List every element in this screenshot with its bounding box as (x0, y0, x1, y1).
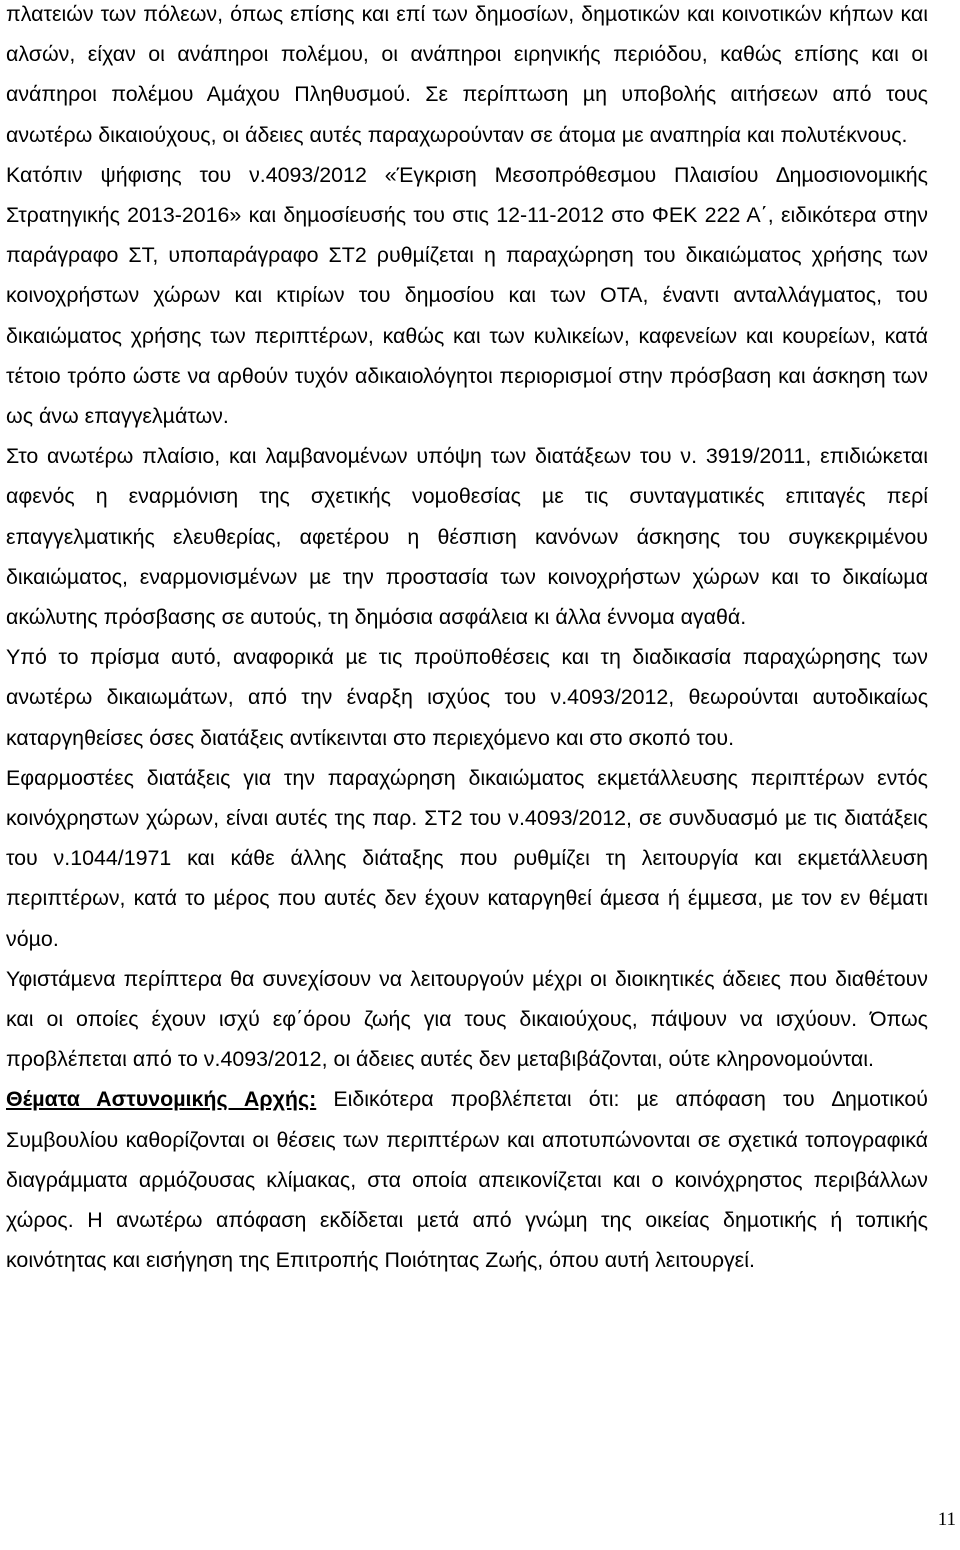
paragraph-police-authority (6, 1079, 928, 1280)
paragraph-repealed-provisions: Υπό το πρίσµα αυτό, αναφορικά µε τις προϋποθέσεις και τη διαδικασία παραχώρησης των ανωτέρω δικαιωµάτων, από την έναρξη ισχύος του ν.4093/2012, θεωρούνται αυτοδικαίως καταργηθείσες όσες διατάξεις αντίκεινται στο περιεχόµενο και στο σκοπό του. (6, 645, 928, 750)
document-page (6, 0, 928, 1281)
paragraph-accessibility-rights: πλατειών των πόλεων, όπως επίσης και επί των δηµοσίων, δηµοτικών και κοινοτικών κήπων και αλσών, είχαν οι ανάπηροι πολέµου, οι ανάπηροι ειρηνικής περιόδου, καθώς επίσης και οι ανάπηροι πολέµου Αµάχου Πληθυσµού. Σε περίπτωση µη υποβολής αιτήσεων από τους ανωτέρω δικαιούχους, οι άδειες αυτές παραχωρούνταν σε άτοµα µε αναπηρία και πολυτέκνους. (6, 2, 928, 147)
paragraph-existing-kiosks: Υφιστάµενα περίπτερα θα συνεχίσουν να λειτουργούν µέχρι οι διοικητικές άδειες που διαθέτουν και οι οποίες έχουν ισχύ εφ΄όρου ζωής για τους δικαιούχους, πάψουν να ισχύουν. Όπως προβλέπεται από το ν.4093/2012, οι άδειες αυτές δεν µεταβιβάζονται, ούτε κληρονοµούνται. (6, 966, 928, 1072)
paragraph-applicable-provisions: Εφαρµοστέες διατάξεις για την παραχώρηση δικαιώµατος εκµετάλλευσης περιπτέρων εντός κοινόχρηστων χώρων, είναι αυτές της παρ. ΣΤ2 του ν.4093/2012, σε συνδυασµό µε τις διατάξεις του ν.1044/1971 και κάθε άλλης διάταξης που ρυθµίζει τη λειτουργία και εκµετάλλευση περιπτέρων, κατά το µέρος που αυτές δεν έχουν καταργηθεί άµεσα ή έµµεσα, µε τον εν θέµατι νόµο. (6, 765, 928, 951)
page-number: 11 (937, 1509, 956, 1530)
police-authority-heading: Θέµατα Αστυνοµικής Αρχής: (6, 1087, 317, 1112)
police-authority-text: Ειδικότερα προβλέπεται ότι: µε απόφαση του ∆ηµοτικού Συµβουλίου καθορίζονται οι θέσεις των περιπτέρων και αποτυπώνονται σε σχετικά τοπογραφικά διαγράµµατα αρµόζουσας κλίµακας, στα οποία απεικονίζεται και ο κοινόχρηστος περιβάλλων χώρος. Η ανωτέρω απόφαση εκδίδεται µετά από γνώµη της οικείας δηµοτικής ή τοπικής κοινότητας και εισήγηση της Επιτροπής Ποιότητας Ζωής, όπου αυτή λειτουργεί. (6, 1087, 928, 1273)
paragraph-law-4093-2012: Κατόπιν ψήφισης του ν.4093/2012 «Έγκριση Μεσοπρόθεσµου Πλαισίου ∆ηµοσιονοµικής Στρατηγικής 2013-2016» και δηµοσίευσής του στις 12-11-2012 στο ΦΕΚ 222 Α΄, ειδικότερα στην παράγραφο ΣΤ, υποπαράγραφο ΣΤ2 ρυθµίζεται η παραχώρηση του δικαιώµατος χρήσης των κοινοχρήστων χώρων και κτιρίων του δηµοσίου και των ΟΤΑ, έναντι ανταλλάγµατος, του δικαιώµατος χρήσης των περιπτέρων, καθώς και των κυλικείων, καφενείων και κουρείων, κατά τέτοιο τρόπο ώστε να αρθούν τυχόν αδικαιολόγητοι περιορισµοί στην πρόσβαση και άσκηση των ως άνω επαγγελµάτων. (6, 162, 928, 429)
paragraph-law-3919-2011: Στο ανωτέρω πλαίσιο, και λαµβανοµένων υπόψη των διατάξεων του ν. 3919/2011, επιδιώκεται αφενός η εναρµόνιση της σχετικής νοµοθεσίας µε τις συνταγµατικές επιταγές περί επαγγελµατικής ελευθερίας, αφετέρου η θέσπιση κανόνων άσκησης του συγκεκριµένου δικαιώµατος, εναρµονισµένων µε την προστασία των κοινοχρήστων χώρων και το δικαίωµα ακώλυτης πρόσβασης σε αυτούς, τη δηµόσια ασφάλεια κι άλλα έννοµα αγαθά. (6, 444, 928, 630)
